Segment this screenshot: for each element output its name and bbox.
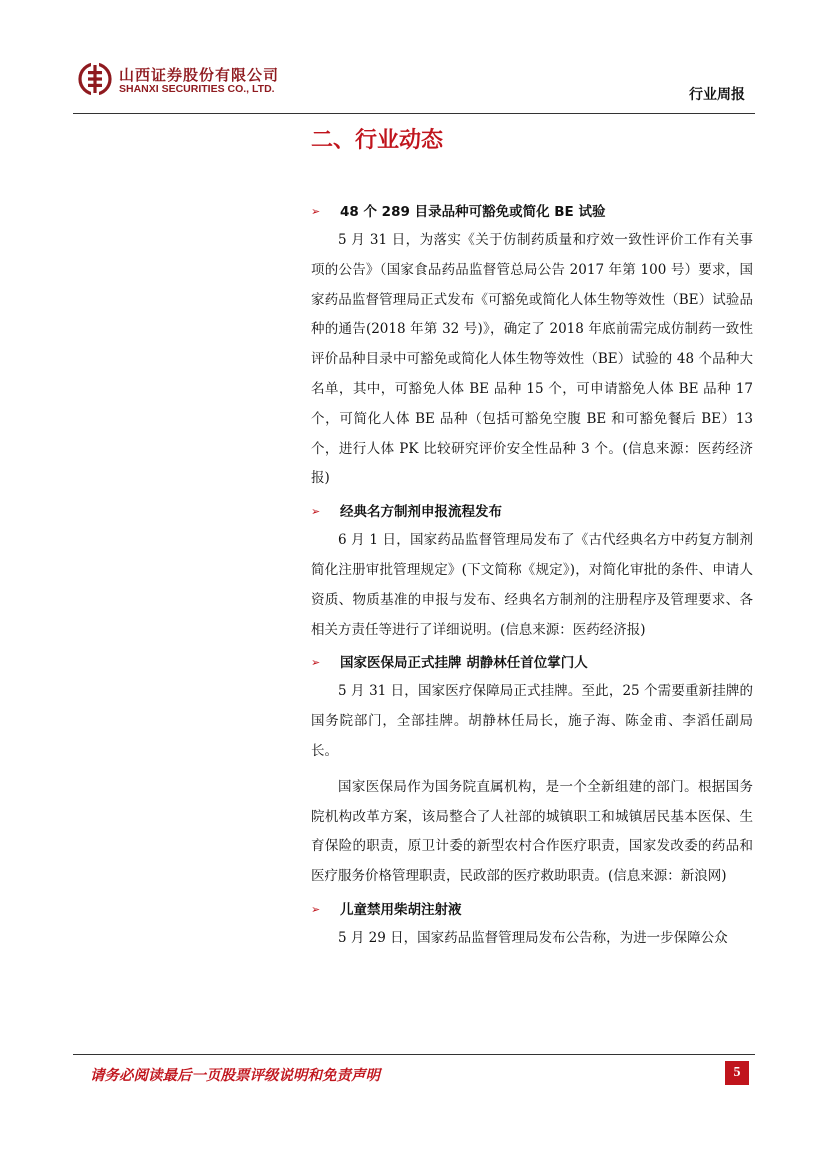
news-heading-classic-formula: [311, 498, 753, 526]
arrow-bullet-icon: ➢: [311, 656, 321, 670]
footer-divider: [73, 1054, 755, 1055]
news-heading-bupleurum-injection: [311, 896, 753, 924]
arrow-bullet-icon: ➢: [311, 205, 321, 218]
company-name-cn: 山西证券股份有限公司: [119, 66, 280, 84]
company-logo-icon: [78, 62, 112, 96]
report-type-label: 行业周报: [689, 87, 745, 103]
arrow-bullet-icon: ➢: [311, 505, 321, 519]
page-number: 5: [725, 1061, 749, 1085]
news-heading-text: 48 个 289 目录品种可豁免或简化 BE 试验: [340, 204, 606, 220]
news-heading-healthcare-security: [311, 649, 753, 677]
company-name-en: SHANXI SECURITIES CO., LTD.: [119, 83, 275, 95]
news-paragraph: 5 月 31 日，国家医疗保障局正式挂牌。至此，25 个需要重新挂牌的国务院部门，全部挂牌。胡静林任局长，施子海、陈金甫、李滔任副局长。: [311, 683, 753, 759]
news-paragraph: 国家医保局作为国务院直属机构，是一个全新组建的部门。根据国务院机构改革方案，该局整合了人社部的城镇职工和城镇居民基本医保、生育保险的职责，原卫计委的新型农村合作医疗职责，国家发改委的药品和医疗服务价格管理职责，民政部的医疗救助职责。(信息来源：新浪网): [311, 778, 753, 885]
page-header: [0, 0, 827, 118]
news-paragraph: 5 月 31 日，为落实《关于仿制药质量和疗效一致性评价工作有关事项的公告》（国家食品药品监督管总局公告 2017 年第 100 号）要求，国家药品监督管理局正式发布《可豁免或简化人体生物等效性（BE）试验品种的通告(2018 年第 32 号)》，确定了 2018 年底前需完成仿制药一致性评价品种目录中可豁免或简化人体生物等效性（BE）试验的 48 个品种大名单，其中，可豁免人体 BE 品种 15 个，可申请豁免人体 BE 品种 17 个，可简化人体 BE 品种（包括可豁免空腹 BE 和可豁免餐后 BE）13 个，进行人体 PK 比较研究评价安全性品种 3 个。(信息来源：医药经济报): [311, 232, 753, 487]
section-title: 二、行业动态: [311, 128, 444, 153]
disclaimer-text: 请务必阅读最后一页股票评级说明和免责声明: [90, 1067, 380, 1084]
main-content: [311, 124, 753, 954]
news-heading-text: 儿童禁用柴胡注射液: [340, 901, 462, 918]
news-heading-text: 经典名方制剂申报流程发布: [340, 504, 502, 521]
news-heading-text: 国家医保局正式挂牌 胡静林任首位掌门人: [340, 655, 588, 672]
header-divider: [73, 113, 755, 114]
arrow-bullet-icon: ➢: [311, 902, 321, 916]
news-paragraph: 6 月 1 日，国家药品监督管理局发布了《古代经典名方中药复方制剂简化注册审批管理规定》(下文简称《规定》)，对简化审批的条件、申请人资质、物质基准的申报与发布、经典名方制剂的注册程序及管理要求、各相关方责任等进行了详细说明。(信息来源：医药经济报): [311, 532, 753, 638]
news-paragraph: 5 月 29 日，国家药品监督管理局发布公告称，为进一步保障公众: [338, 929, 728, 946]
news-heading-be-exemption: [311, 198, 753, 226]
